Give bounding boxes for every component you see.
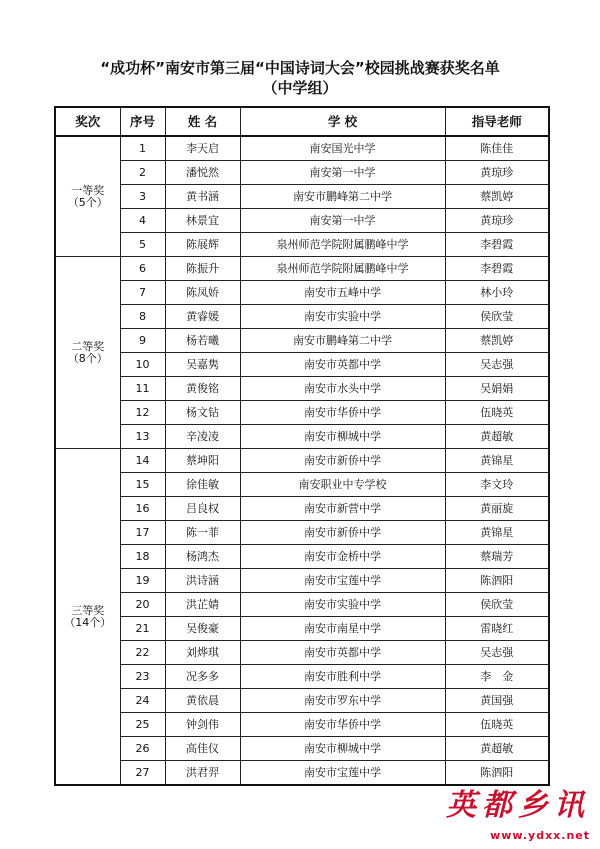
- cell-no: 11: [120, 377, 165, 401]
- cell-no: 5: [120, 233, 165, 257]
- cell-school: 南安第一中学: [240, 161, 445, 185]
- cell-teacher: 李碧霞: [445, 257, 549, 281]
- table-row: [55, 305, 549, 329]
- table-row: [55, 377, 549, 401]
- cell-no: 18: [120, 545, 165, 569]
- table-row: [55, 473, 549, 497]
- cell-name: 吕良权: [165, 497, 240, 521]
- cell-school: 南安市华侨中学: [240, 713, 445, 737]
- cell-teacher: 伍晓英: [445, 401, 549, 425]
- cell-teacher: 黄超敏: [445, 737, 549, 761]
- cell-teacher: 黄超敏: [445, 425, 549, 449]
- table-row: [55, 185, 549, 209]
- cell-school: 泉州师范学院附属鹏峰中学: [240, 257, 445, 281]
- cell-no: 2: [120, 161, 165, 185]
- cell-no: 21: [120, 617, 165, 641]
- cell-no: 8: [120, 305, 165, 329]
- cell-school: 南安市柳城中学: [240, 737, 445, 761]
- cell-teacher: 陈泗阳: [445, 569, 549, 593]
- cell-teacher: 黄琼珍: [445, 209, 549, 233]
- cell-no: 25: [120, 713, 165, 737]
- cell-teacher: 林小玲: [445, 281, 549, 305]
- watermark-brand: 英都乡讯: [446, 788, 590, 823]
- cell-no: 23: [120, 665, 165, 689]
- cell-name: 潘悦然: [165, 161, 240, 185]
- cell-name: 钟剑伟: [165, 713, 240, 737]
- cell-teacher: 吴志强: [445, 641, 549, 665]
- award-group-count: （5个）: [67, 195, 108, 209]
- cell-no: 3: [120, 185, 165, 209]
- table-row: [55, 593, 549, 617]
- cell-teacher: 黄国强: [445, 689, 549, 713]
- cell-school: 南安市罗东中学: [240, 689, 445, 713]
- cell-name: 蔡坤阳: [165, 449, 240, 473]
- cell-name: 陈凤娇: [165, 281, 240, 305]
- table-row: [55, 521, 549, 545]
- table-row: [55, 401, 549, 425]
- cell-school: 南安市鹏峰第二中学: [240, 185, 445, 209]
- cell-name: 黄依晨: [165, 689, 240, 713]
- table-row: [55, 641, 549, 665]
- cell-school: 泉州师范学院附属鹏峰中学: [240, 233, 445, 257]
- award-group-cell: [55, 449, 120, 786]
- cell-no: 13: [120, 425, 165, 449]
- cell-name: 黄书涵: [165, 185, 240, 209]
- cell-teacher: 雷晓红: [445, 617, 549, 641]
- cell-name: 吴俊豪: [165, 617, 240, 641]
- table-row: [55, 617, 549, 641]
- cell-no: 20: [120, 593, 165, 617]
- cell-no: 15: [120, 473, 165, 497]
- cell-school: 南安国光中学: [240, 136, 445, 161]
- cell-name: 陈振升: [165, 257, 240, 281]
- cell-name: 洪诗涵: [165, 569, 240, 593]
- table-row: [55, 209, 549, 233]
- cell-no: 14: [120, 449, 165, 473]
- table-row: [55, 233, 549, 257]
- cell-name: 吴嘉隽: [165, 353, 240, 377]
- table-row: [55, 497, 549, 521]
- cell-name: 杨若曦: [165, 329, 240, 353]
- cell-name: 洪君羿: [165, 761, 240, 786]
- cell-school: 南安市英都中学: [240, 353, 445, 377]
- cell-school: 南安市宝莲中学: [240, 761, 445, 786]
- cell-school: 南安市金桥中学: [240, 545, 445, 569]
- table-row: [55, 353, 549, 377]
- cell-school: 南安第一中学: [240, 209, 445, 233]
- table-row: [55, 713, 549, 737]
- award-group-count: （14个）: [64, 615, 112, 629]
- award-table: [54, 106, 550, 786]
- cell-name: 高佳仪: [165, 737, 240, 761]
- cell-school: 南安市宝莲中学: [240, 569, 445, 593]
- cell-name: 辛凌凌: [165, 425, 240, 449]
- award-table-body: [55, 136, 549, 785]
- cell-name: 刘烨琪: [165, 641, 240, 665]
- cell-school: 南安市鹏峰第二中学: [240, 329, 445, 353]
- cell-teacher: 李文玲: [445, 473, 549, 497]
- award-group-label: 一等奖: [71, 183, 105, 197]
- cell-name: 况多多: [165, 665, 240, 689]
- cell-name: 洪芷婧: [165, 593, 240, 617]
- cell-teacher: 吴娟娟: [445, 377, 549, 401]
- cell-teacher: 吴志强: [445, 353, 549, 377]
- title-line-1: “成功杯”南安市第三届“中国诗词大会”校园挑战赛获奖名单: [100, 59, 500, 77]
- cell-teacher: 黄锦星: [445, 449, 549, 473]
- cell-school: 南安市五峰中学: [240, 281, 445, 305]
- cell-teacher: 李碧霞: [445, 233, 549, 257]
- table-row: [55, 425, 549, 449]
- cell-no: 19: [120, 569, 165, 593]
- cell-name: 黄俊铭: [165, 377, 240, 401]
- cell-no: 4: [120, 209, 165, 233]
- table-row: [55, 329, 549, 353]
- cell-no: 24: [120, 689, 165, 713]
- header-teacher: 指导老师: [445, 107, 549, 136]
- award-group-count: （8个）: [67, 351, 108, 365]
- table-row: [55, 665, 549, 689]
- header-award: 奖次: [55, 107, 120, 136]
- cell-name: 杨鸿杰: [165, 545, 240, 569]
- header-name: 姓 名: [165, 107, 240, 136]
- cell-teacher: 伍晓英: [445, 713, 549, 737]
- cell-school: 南安市南星中学: [240, 617, 445, 641]
- cell-school: 南安市新侨中学: [240, 449, 445, 473]
- cell-no: 22: [120, 641, 165, 665]
- cell-teacher: 侯欣莹: [445, 593, 549, 617]
- cell-no: 7: [120, 281, 165, 305]
- cell-name: 杨文钻: [165, 401, 240, 425]
- cell-school: 南安市新侨中学: [240, 521, 445, 545]
- cell-school: 南安市华侨中学: [240, 401, 445, 425]
- cell-no: 9: [120, 329, 165, 353]
- cell-no: 10: [120, 353, 165, 377]
- cell-school: 南安市实验中学: [240, 593, 445, 617]
- cell-no: 12: [120, 401, 165, 425]
- table-header-row: [55, 107, 549, 136]
- cell-school: 南安市实验中学: [240, 305, 445, 329]
- award-group-cell: [55, 257, 120, 449]
- cell-teacher: 李 金: [445, 665, 549, 689]
- header-no: 序号: [120, 107, 165, 136]
- table-row: [55, 257, 549, 281]
- cell-teacher: 侯欣莹: [445, 305, 549, 329]
- cell-name: 徐佳敏: [165, 473, 240, 497]
- cell-no: 16: [120, 497, 165, 521]
- cell-teacher: 黄琼珍: [445, 161, 549, 185]
- award-group-cell: [55, 136, 120, 257]
- table-row: [55, 161, 549, 185]
- cell-name: 林景宜: [165, 209, 240, 233]
- cell-no: 17: [120, 521, 165, 545]
- cell-school: 南安市新营中学: [240, 497, 445, 521]
- watermark: [446, 780, 590, 843]
- cell-no: 6: [120, 257, 165, 281]
- table-row: [55, 449, 549, 473]
- cell-school: 南安市水头中学: [240, 377, 445, 401]
- cell-teacher: 黄丽旋: [445, 497, 549, 521]
- cell-no: 27: [120, 761, 165, 786]
- cell-school: 南安市柳城中学: [240, 425, 445, 449]
- title-line-2: （中学组）: [262, 79, 338, 97]
- page-title: [0, 58, 600, 98]
- cell-teacher: 蔡凯婷: [445, 329, 549, 353]
- cell-school: 南安市胜利中学: [240, 665, 445, 689]
- table-row: [55, 136, 549, 161]
- award-group-label: 二等奖: [71, 339, 105, 353]
- cell-name: 陈展辉: [165, 233, 240, 257]
- header-school: 学 校: [240, 107, 445, 136]
- cell-no: 26: [120, 737, 165, 761]
- cell-teacher: 陈佳佳: [445, 136, 549, 161]
- table-row: [55, 545, 549, 569]
- cell-teacher: 蔡瑞芳: [445, 545, 549, 569]
- cell-name: 黄睿媛: [165, 305, 240, 329]
- cell-name: 李天启: [165, 136, 240, 161]
- watermark-url: www.ydxx.net: [490, 829, 590, 842]
- cell-school: 南安职业中专学校: [240, 473, 445, 497]
- table-row: [55, 281, 549, 305]
- table-row: [55, 569, 549, 593]
- table-row: [55, 689, 549, 713]
- award-group-label: 三等奖: [71, 603, 105, 617]
- cell-name: 陈一菲: [165, 521, 240, 545]
- cell-no: 1: [120, 136, 165, 161]
- cell-teacher: 蔡凯婷: [445, 185, 549, 209]
- cell-teacher: 黄锦星: [445, 521, 549, 545]
- cell-school: 南安市英都中学: [240, 641, 445, 665]
- table-row: [55, 737, 549, 761]
- cell-teacher: 陈泗阳: [445, 761, 549, 786]
